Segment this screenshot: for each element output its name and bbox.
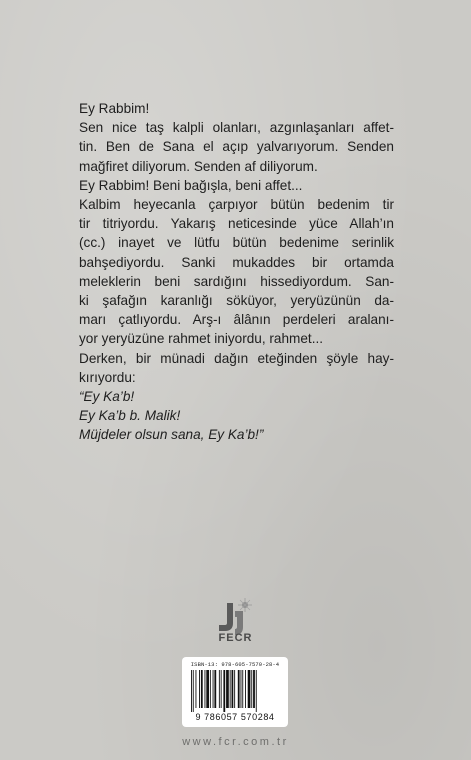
text-line: yor yeryüzüne rahmet iniyordu, rahmet... bbox=[79, 331, 324, 347]
barcode-bar bbox=[253, 670, 255, 708]
barcode-bar bbox=[226, 670, 229, 708]
barcode-bar bbox=[245, 670, 246, 708]
publisher-website: www.fcr.com.tr bbox=[182, 736, 289, 748]
isbn-label: ISBN-13: 978-605-7570-28-4 bbox=[190, 661, 280, 668]
text-line: Kalbim heyecanla çarpıyor bütün bedenim tir bbox=[79, 197, 394, 213]
text-line: Ey Rabbim! Beni bağışla, beni affet... bbox=[79, 177, 303, 193]
text-line: Sen nice taş kalpli olanları, azgınlaşanları affet- bbox=[79, 120, 394, 136]
barcode-bar bbox=[210, 670, 211, 708]
barcode-bar bbox=[201, 670, 203, 708]
barcode-bar bbox=[205, 670, 206, 708]
barcode-bar bbox=[214, 670, 216, 708]
barcode-bars bbox=[191, 670, 281, 712]
cover-text bbox=[79, 99, 394, 445]
barcode-bar bbox=[256, 670, 257, 712]
text-line: tir titriyordu. Yakarış neticesinde yüce Allah’ın bbox=[79, 216, 394, 232]
barcode-bar bbox=[221, 670, 222, 708]
text-line: “Ey Ka’b! bbox=[79, 389, 135, 405]
text-line: Ey Rabbim! bbox=[79, 101, 150, 116]
text-line: meleklerin beni sardığını hissediyordum. San- bbox=[79, 273, 394, 289]
text-line: marı çatlıyordu. Arş-ı âlânın perdeleri aralanı- bbox=[79, 312, 394, 328]
barcode-bar bbox=[196, 670, 197, 708]
barcode-bar bbox=[248, 670, 251, 708]
barcode-bar bbox=[223, 670, 225, 712]
barcode-bar bbox=[232, 670, 234, 708]
text-line: bahşediyordu. Sanki mukaddes bir ortamda bbox=[79, 254, 394, 270]
barcode-bar bbox=[230, 670, 231, 708]
text-line: ki şafağın karanlığı söküyor, yeryüzünün da- bbox=[79, 293, 394, 309]
publisher-name: FECR bbox=[218, 632, 253, 644]
barcode-bar bbox=[251, 670, 252, 708]
barcode-bar bbox=[219, 670, 220, 708]
barcode-bar bbox=[242, 670, 243, 708]
text-line: Ey Ka’b b. Malik! bbox=[79, 408, 181, 424]
text-line: Derken, bir münadi dağın eteğinden şöyle hay- bbox=[79, 350, 394, 366]
barcode-bar bbox=[199, 670, 200, 708]
barcode-bar bbox=[193, 670, 194, 712]
barcode-bar bbox=[191, 670, 192, 712]
text-line: tin. Ben de Sana el açıp yalvarıyorum. Senden bbox=[79, 139, 394, 155]
barcode-number: 9 786057 570284 bbox=[195, 712, 275, 722]
barcode-bar bbox=[241, 670, 242, 708]
barcode-bar bbox=[238, 670, 240, 708]
text-line: kırıyordu: bbox=[79, 369, 136, 385]
barcode-bar bbox=[234, 670, 235, 708]
text-line: (cc.) inayet ve lütfu bütün bedenime serinlik bbox=[79, 235, 394, 251]
text-line: mağfiret diliyorum. Senden af diliyorum. bbox=[79, 158, 318, 174]
barcode bbox=[182, 657, 288, 727]
barcode-bar bbox=[213, 670, 214, 708]
text-line: Müjdeler olsun sana, Ey Ka’b!” bbox=[79, 427, 264, 443]
barcode-bar bbox=[206, 670, 209, 708]
